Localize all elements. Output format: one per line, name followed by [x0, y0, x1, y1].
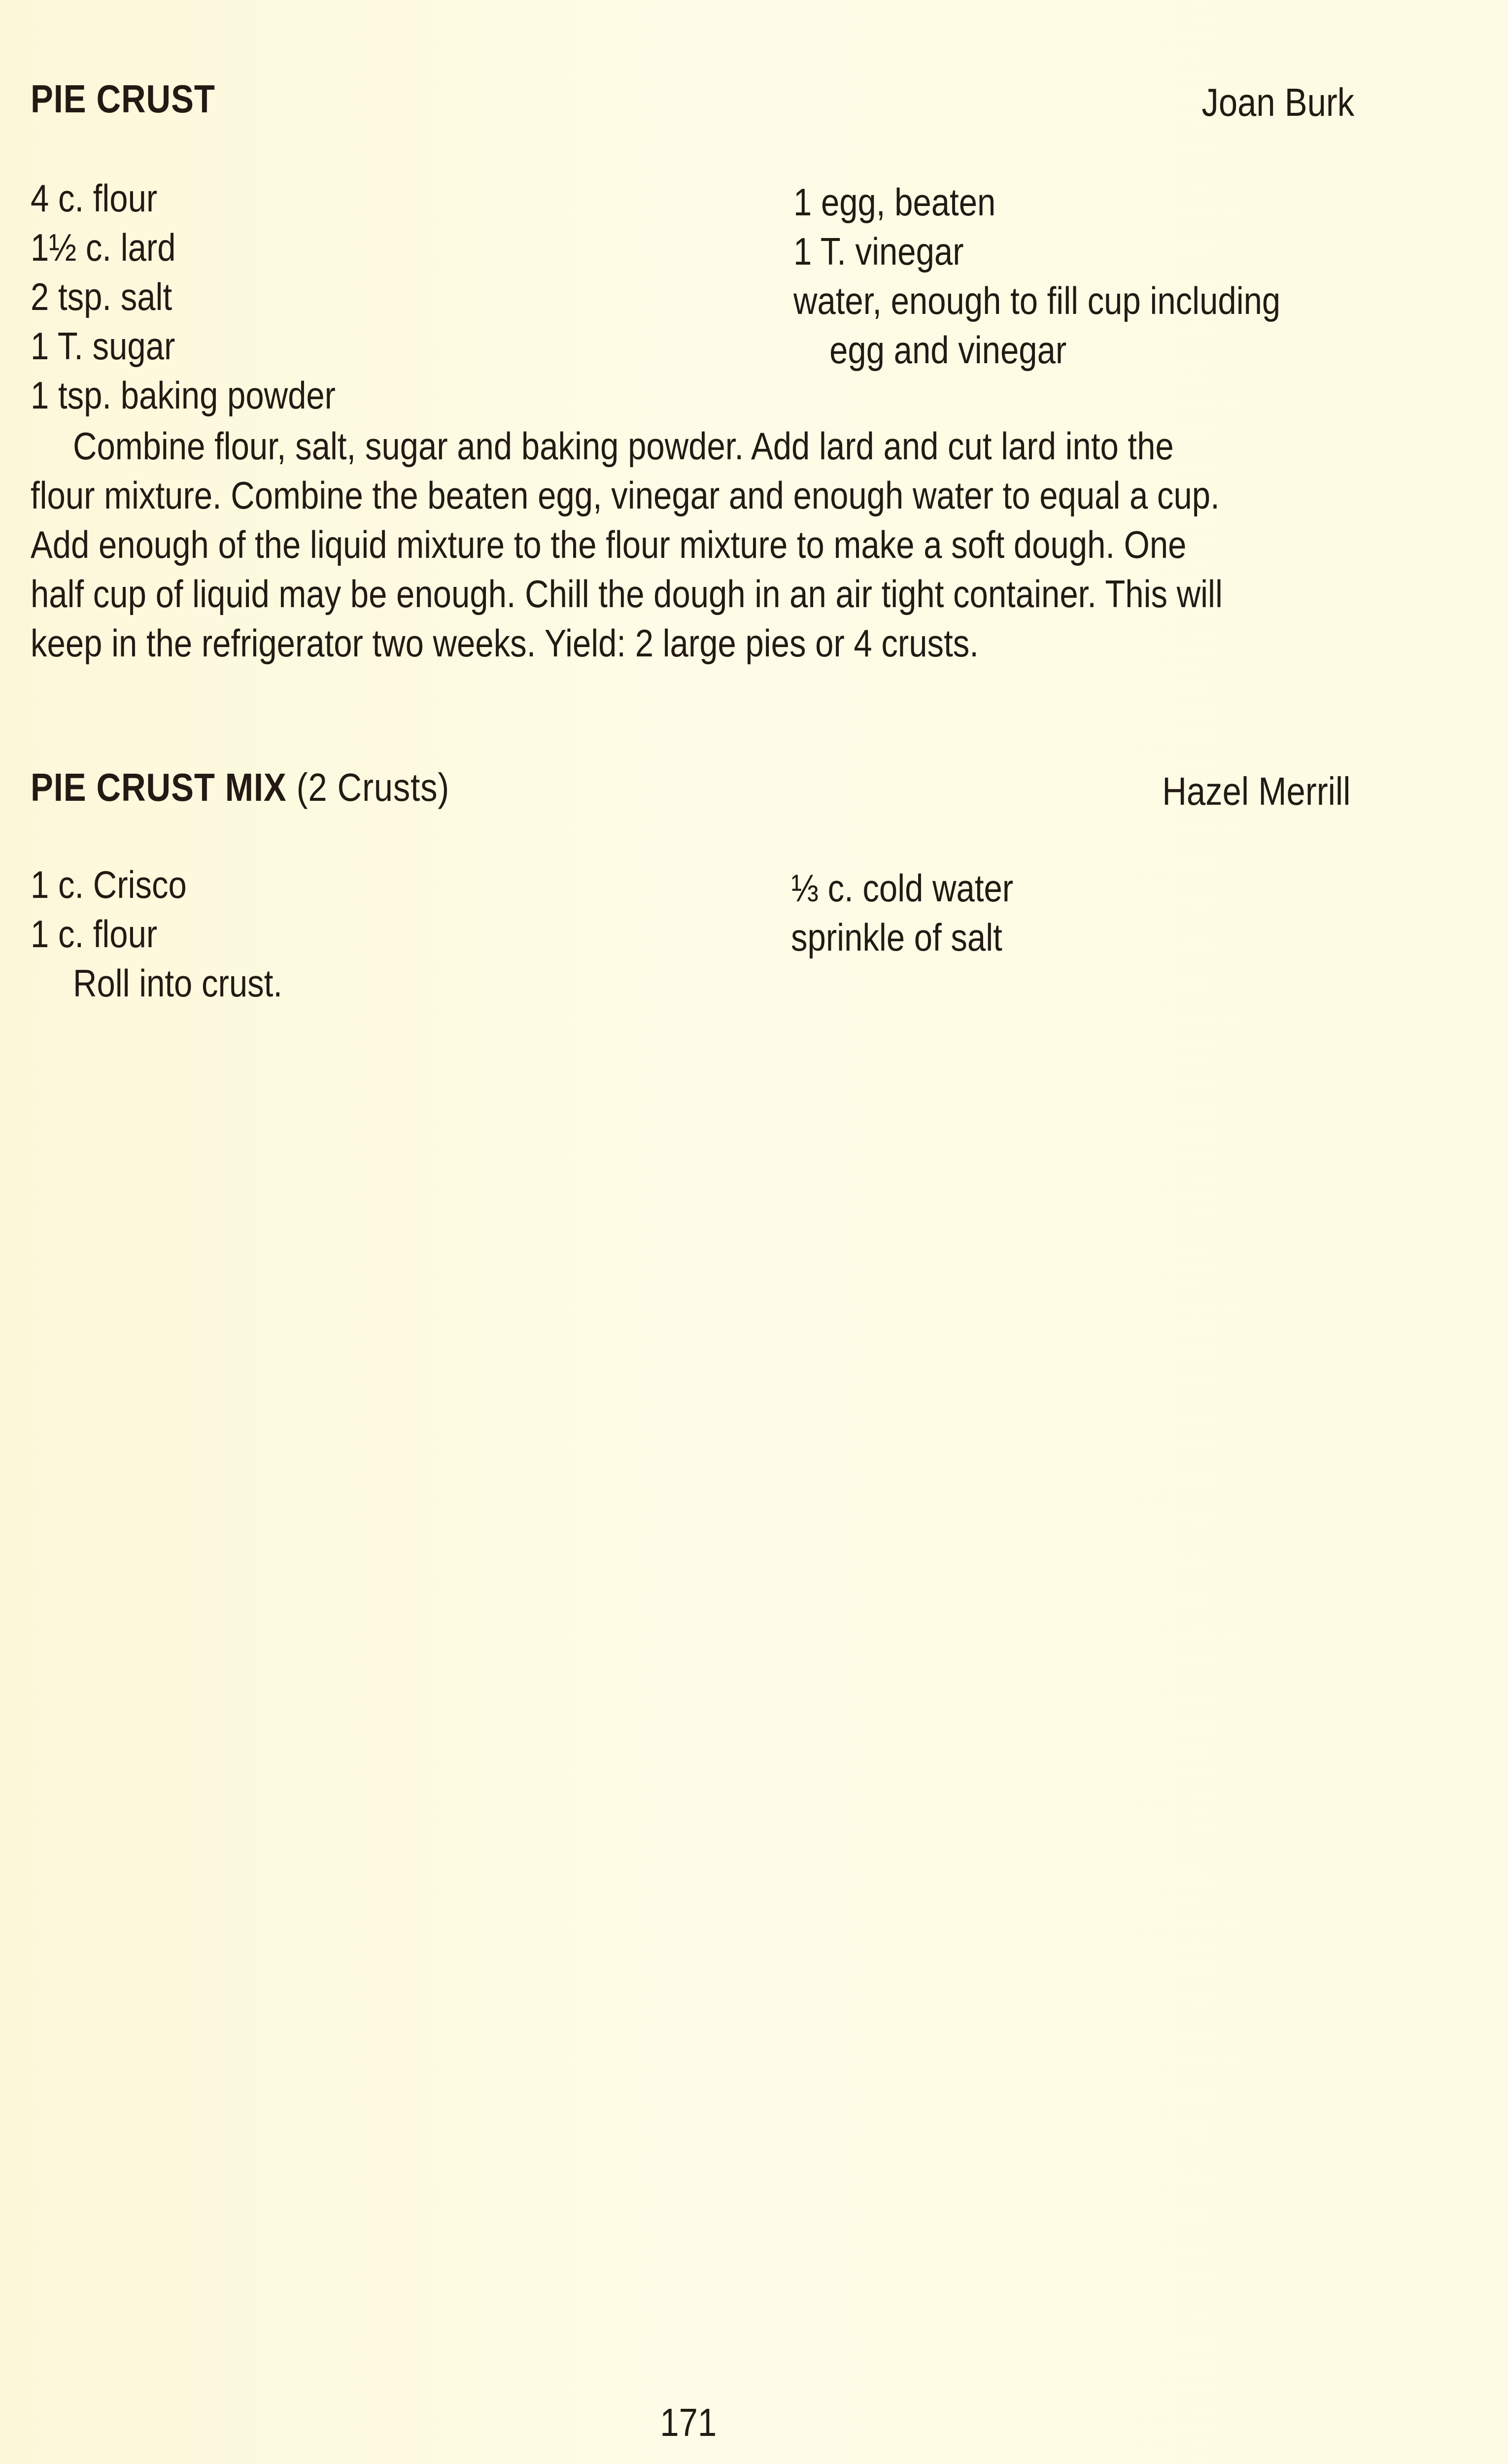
ingredient-item: 1 c. flour — [31, 912, 158, 956]
recipe-author: Hazel Merrill — [1162, 769, 1350, 813]
instruction-line: keep in the refrigerator two weeks. Yield: 2 large pies or 4 crusts. — [31, 621, 979, 665]
ingredient-item: 1 T. sugar — [31, 324, 175, 368]
instruction-line: flour mixture. Combine the beaten egg, vinegar and enough water to equal a cup. — [31, 474, 1220, 517]
ingredient-item: 1 T. vinegar — [793, 230, 964, 273]
instruction-line: Add enough of the liquid mixture to the flour mixture to make a soft dough. One — [31, 523, 1187, 566]
recipe-subtitle: (2 Crusts) — [296, 765, 450, 809]
ingredient-item: 4 c. flour — [31, 176, 158, 220]
ingredient-item: 1 c. Crisco — [31, 863, 187, 906]
recipe-author: Joan Burk — [1201, 80, 1354, 124]
instruction-line: half cup of liquid may be enough. Chill the dough in an air tight container. This will — [31, 572, 1223, 616]
ingredient-item: egg and vinegar — [829, 328, 1067, 372]
instruction-line: Combine flour, salt, sugar and baking powder. Add lard and cut lard into the — [73, 424, 1174, 468]
ingredient-item: 2 tsp. salt — [31, 275, 172, 318]
recipe-instruction: Roll into crust. — [73, 961, 282, 1005]
ingredient-item: ⅓ c. cold water — [791, 866, 1014, 910]
recipe-title: PIE CRUST — [31, 77, 215, 121]
ingredient-item: sprinkle of salt — [791, 916, 1002, 959]
page-number: 171 — [660, 2400, 717, 2444]
ingredients-left — [31, 860, 282, 1008]
ingredient-item: 1½ c. lard — [31, 226, 176, 269]
ingredients-left — [31, 173, 336, 420]
ingredients-right — [793, 177, 1280, 375]
recipe-instructions — [31, 421, 1356, 668]
ingredients-right — [791, 863, 1013, 962]
recipe-title: PIE CRUST MIX (2 Crusts) — [31, 765, 450, 809]
ingredient-item: 1 tsp. baking powder — [31, 374, 336, 417]
ingredient-item: 1 egg, beaten — [793, 180, 996, 224]
ingredient-item: water, enough to fill cup including — [793, 279, 1281, 322]
